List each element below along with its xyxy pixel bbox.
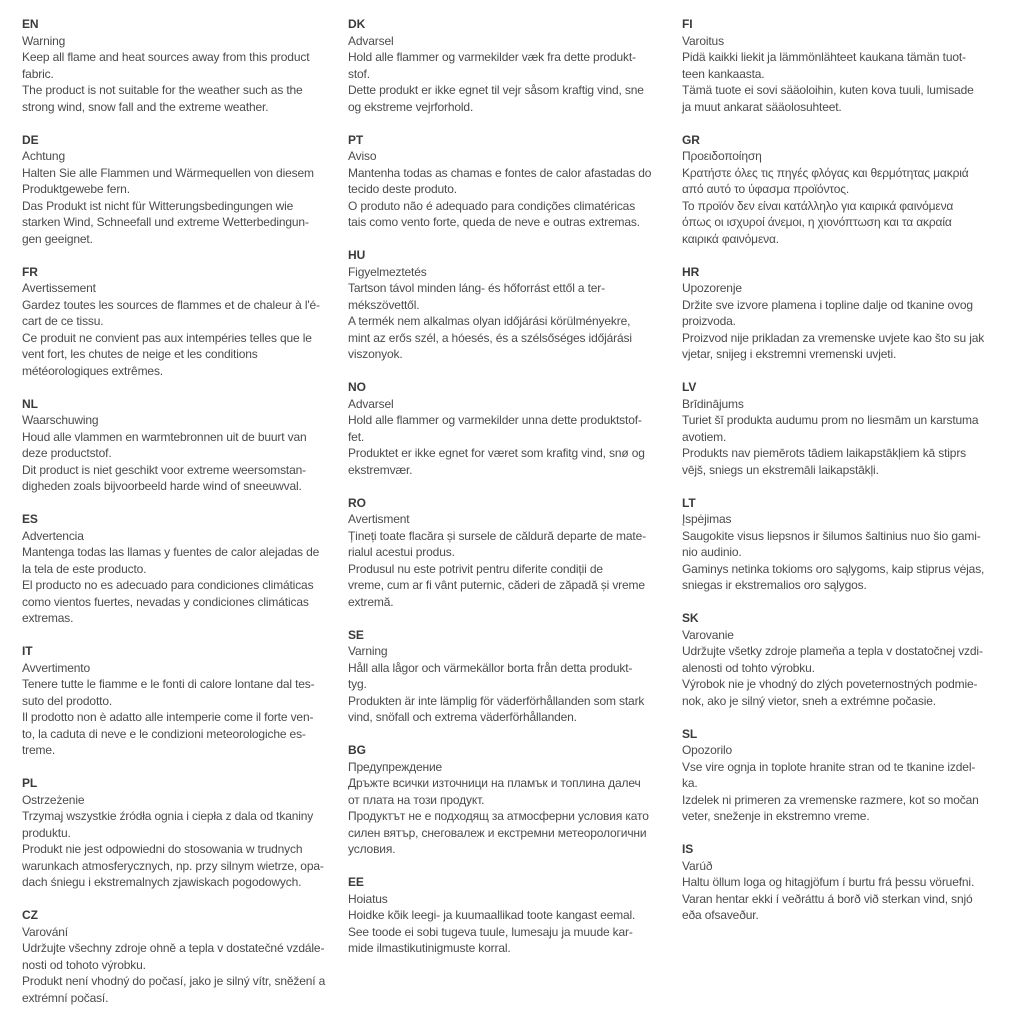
warning-text-line: Mantenga todas las llamas y fuentes de calor alejadas de [22, 545, 320, 559]
warning-text-line: Produkt není vhodný do počasí, jako je silný vítr, sněžení a [22, 974, 326, 988]
warning-title: Figyelmeztetés [348, 264, 427, 279]
warning-title: Aviso [348, 149, 377, 163]
warning-title: Προειδοποίηση [682, 149, 762, 163]
language-code: CZ [22, 908, 38, 922]
language-block-lt [682, 495, 984, 594]
language-block-lv [682, 379, 984, 478]
warning-title: Advarsel [348, 396, 394, 411]
warning-text-line: vējš, sniegs un ekstremāli laikapstākļi. [682, 462, 879, 477]
warning-title: Avertissement [22, 281, 96, 295]
warning-title: Įspėjimas [682, 512, 732, 526]
warning-text-line: mint az erős szél, a hóesés, és a szélsőséges időjárási [348, 330, 632, 345]
warning-text-line: Gaminys netinka tokioms oro sąlygoms, kaip stiprus vėjas, [682, 561, 985, 576]
warning-text-line: Udržujte všechny zdroje ohně a tepla v dostatečné vzdále- [22, 941, 325, 955]
warning-title: Varning [348, 644, 388, 658]
warning-text-line: Držite sve izvore plamena i topline dalje od tkanine ovog [682, 297, 973, 312]
warning-text-line: nosti od tohoto výrobku. [22, 957, 146, 972]
warning-title: Varovanie [682, 627, 734, 642]
language-block-cz [22, 907, 325, 1006]
warning-text-line: deze productstof. [22, 446, 112, 460]
warning-title: Brīdinājums [682, 396, 744, 411]
warning-text-line: от плата на този продукт. [348, 792, 485, 807]
column-2 [348, 16, 651, 973]
warning-title: Varúð [682, 858, 713, 873]
warning-text-line: vjetar, snijeg i ekstremni vremenski uvjeti. [682, 347, 897, 361]
warning-text-line: tyg. [348, 677, 367, 691]
warning-text-line: eða ofsaveður. [682, 908, 759, 922]
warning-text-line: Haltu öllum loga og hitagjöfum í burtu frá þessu vöruefni. [682, 875, 975, 889]
warning-text-line: fabric. [22, 66, 54, 81]
warning-text-line: tais como vento forte, queda de neve e outras extremas. [348, 215, 640, 229]
warning-text-line: rialul acestui produs. [348, 545, 455, 559]
warning-text-line: starken Wind, Schneefall und extreme Wetterbedingun- [22, 215, 309, 229]
warning-text-line: ja muut ankarat sääolosuhteet. [682, 99, 842, 114]
language-block-hr [682, 264, 984, 363]
warning-text-line: όπως οι ισχυροί άνεμοι, η χιονόπτωση και τα ακραία [682, 215, 952, 229]
warning-text-line: Izdelek ni primeren za vremenske razmere, kot so močan [682, 792, 979, 807]
warning-text-line: extrémní počasí. [22, 990, 109, 1005]
warning-text-line: treme. [22, 743, 56, 757]
warning-text-line: mékszövettől. [348, 297, 420, 312]
warning-text-line: proizvoda. [682, 314, 736, 328]
warning-text-line: Дръжте всички източници на пламък и топлина далеч [348, 776, 641, 790]
warning-title: Advarsel [348, 33, 394, 48]
warning-text-line: strong wind, snow fall and the extreme weather. [22, 99, 269, 114]
language-block-is [682, 841, 984, 924]
warning-text-line: ka. [682, 776, 698, 790]
language-code: GR [682, 132, 700, 147]
warning-text-line: Vse vire ognja in toplote hranite stran od te tkanine izdel- [682, 759, 976, 774]
warning-text-line: Keep all flame and heat sources away from this product [22, 50, 310, 64]
warning-text-line: tecido deste produto. [348, 182, 457, 196]
column-1 [22, 16, 325, 1023]
warning-text-line: avotiem. [682, 429, 727, 444]
language-code: EE [348, 875, 364, 889]
warning-text-line: Продуктът не е подходящ за атмосферни условия като [348, 809, 649, 823]
warning-text-line: Produkts nav piemērots tādiem laikapstākļiem kā stiprs [682, 446, 967, 460]
warning-text-line: extremă. [348, 594, 394, 609]
warning-text-line: digheden zoals bijvoorbeeld harde wind of sneeuwval. [22, 479, 302, 493]
warning-title: Opozorilo [682, 743, 733, 757]
warning-title: Warning [22, 33, 66, 48]
warning-text-line: suto del prodotto. [22, 693, 113, 708]
warning-text-line: Hold alle flammer og varmekilder unna dette produktstof- [348, 413, 642, 427]
warning-text-line: Il prodotto non è adatto alle intemperie come il forte ven- [22, 710, 314, 724]
warning-text-line: dach śniegu i ekstremalnych zjawiskach pogodowych. [22, 875, 302, 889]
warning-text-line: See toode ei sobi tugeva tuule, lumesaju ja muude kar- [348, 924, 633, 939]
warning-text-line: Produkten är inte lämplig för väderförhållanden som stark [348, 693, 645, 708]
warning-text-line: Gardez toutes les sources de flammes et de chaleur à l'é- [22, 297, 320, 312]
warning-title: Varování [22, 924, 68, 939]
warning-text-line: Saugokite visus liepsnos ir šilumos šaltinius nuo šio gami- [682, 528, 981, 543]
warning-text-line: Tartson távol minden láng- és hőforrást ettől a ter- [348, 281, 605, 295]
language-block-fi [682, 16, 984, 115]
language-code: SE [348, 627, 364, 642]
warning-text-line: vent fort, les chutes de neige et les conditions [22, 347, 258, 361]
warning-text-line: The product is not suitable for the weather such as the [22, 83, 303, 97]
warning-title: Advertencia [22, 528, 84, 543]
warning-text-line: warunkach atmosferycznych, np. przy silnym wietrze, opa- [22, 858, 324, 873]
language-code: HU [348, 248, 366, 262]
language-block-hu [348, 247, 651, 363]
language-code: DE [22, 132, 39, 147]
language-code: ES [22, 512, 38, 526]
language-block-pl [22, 775, 325, 891]
language-code: DK [348, 17, 366, 31]
warning-text-line: Produsul nu este potrivit pentru diferite condiții de [348, 561, 603, 576]
warning-text-line: vreme, cum ar fi vânt puternic, căderi de zăpadă și vreme [348, 578, 645, 592]
language-block-dk [348, 16, 651, 115]
warning-text-line: cart de ce tissu. [22, 314, 104, 328]
warning-title: Achtung [22, 149, 65, 163]
warning-text-line: O produto não é adequado para condições climatéricas [348, 198, 636, 213]
warning-text-line: nio audinio. [682, 545, 742, 559]
warning-text-line: Houd alle vlammen en warmtebronnen uit de buurt van [22, 429, 307, 444]
language-code: HR [682, 264, 700, 279]
warning-text-line: to, la caduta di neve e le condizioni meteorologiche es- [22, 726, 306, 741]
warning-text-line: Výrobok nie je vhodný do zlých poveternostných podmie- [682, 677, 978, 691]
warning-title: Upozorenje [682, 281, 742, 295]
warning-text-line: Håll alla lågor och värmekällor borta från detta produkt- [348, 660, 633, 675]
warning-title: Waarschuwing [22, 413, 99, 427]
warning-text-line: vind, snöfall och extrema väderförhållanden. [348, 710, 577, 724]
language-block-fr [22, 264, 325, 380]
warning-text-line: Το προϊόν δεν είναι κατάλληλο για καιρικά φαινόμενα [682, 198, 954, 213]
language-block-de [22, 132, 325, 248]
warning-text-line: από αυτό το ύφασμα προϊόντος. [682, 182, 850, 196]
warning-text-line: teen kankaasta. [682, 66, 765, 81]
warning-title: Avertisment [348, 512, 410, 526]
warning-text-line: Halten Sie alle Flammen und Wärmequellen von diesem [22, 165, 314, 180]
language-block-pt [348, 132, 651, 231]
warning-text-line: nok, ako je silný vietor, sneh a extrémne počasie. [682, 693, 936, 708]
warning-text-line: Produktgewebe fern. [22, 182, 130, 196]
warning-title: Varoitus [682, 33, 724, 48]
warning-text-line: gen geeignet. [22, 231, 93, 246]
warning-text-line: fet. [348, 429, 365, 444]
warning-text-line: veter, sneženje in ekstremno vreme. [682, 809, 870, 823]
warning-text-line: Mantenha todas as chamas e fontes de calor afastadas do [348, 165, 652, 180]
warning-text-line: météorologiques extrêmes. [22, 363, 163, 378]
warning-text-line: la tela de este producto. [22, 561, 147, 576]
warning-text-line: Hoidke kõik leegi- ja kuumaallikad toote kangast eemal. [348, 908, 636, 922]
language-code: PL [22, 776, 38, 790]
warning-text-line: mide ilmastikutinigmuste korral. [348, 941, 511, 955]
language-block-es [22, 511, 325, 627]
column-3 [682, 16, 984, 940]
language-block-sk [682, 610, 984, 709]
warning-text-line: Turiet šī produkta audumu prom no liesmām un karstuma [682, 413, 979, 427]
warning-title: Предупреждение [348, 759, 443, 774]
warning-text-line: stof. [348, 66, 370, 81]
warning-text-line: El producto no es adecuado para condiciones climáticas [22, 578, 314, 592]
warning-text-line: условия. [348, 842, 396, 856]
language-code: FI [682, 17, 693, 31]
language-code: PT [348, 132, 364, 147]
warning-text-line: Proizvod nije prikladan za vremenske uvjete kao što su jak [682, 330, 985, 345]
warning-text-line: Ce produit ne convient pas aux intempéries telles que le [22, 330, 312, 345]
language-code: SK [682, 611, 699, 625]
warning-text-line: Hold alle flammer og varmekilder væk fra dette produkt- [348, 50, 636, 64]
language-block-gr [682, 132, 984, 248]
warning-title: Ostrzeżenie [22, 792, 85, 807]
language-block-en [22, 16, 325, 115]
warning-text-line: Dit product is niet geschikt voor extreme weersomstan- [22, 462, 307, 477]
warning-text-line: A termék nem alkalmas olyan időjárási körülményekre, [348, 314, 631, 328]
warning-title: Hoiatus [348, 891, 388, 906]
language-block-ro [348, 495, 651, 611]
warning-text-line: Das Produkt ist nicht für Witterungsbedingungen wie [22, 198, 294, 213]
warning-text-line: Pidä kaikki liekit ja lämmönlähteet kaukana tämän tuot- [682, 50, 966, 64]
warning-text-line: Produktet er ikke egnet for været som krafitg vind, snø og [348, 446, 645, 460]
warning-text-line: Dette produkt er ikke egnet til vejr såsom kraftig vind, sne [348, 83, 644, 97]
language-block-se [348, 627, 651, 726]
language-block-nl [22, 396, 325, 495]
warning-text-line: καιρικά φαινόμενα. [682, 231, 779, 246]
language-code: LT [682, 495, 696, 510]
language-code: RO [348, 495, 366, 510]
language-code: BG [348, 743, 366, 757]
warning-text-line: viszonyok. [348, 347, 403, 361]
language-code: IS [682, 842, 694, 856]
language-block-sl [682, 726, 984, 825]
warning-text-line: Tenere tutte le fiamme e le fonti di calore lontane dal tes- [22, 677, 315, 691]
warning-text-line: Tämä tuote ei sovi sääoloihin, kuten kova tuuli, lumisade [682, 83, 974, 97]
warning-text-line: Produkt nie jest odpowiedni do stosowania w trudnych [22, 842, 303, 856]
language-code: NO [348, 380, 366, 394]
warning-text-line: силен вятър, снеговалеж и екстремни метеорологични [348, 825, 647, 840]
language-block-ee [348, 874, 651, 957]
warning-text-line: ekstremvær. [348, 462, 413, 477]
language-code: SL [682, 726, 698, 741]
warning-text-line: como vientos fuertes, nevadas y condiciones climáticas [22, 594, 309, 609]
warning-text-line: Κρατήστε όλες τις πηγές φλόγας και θερμότητας μακριά [682, 165, 969, 180]
warning-text-line: Varan hentar ekki í veðráttu á borð við sterkan vind, snjó [682, 891, 973, 906]
language-code: FR [22, 264, 38, 279]
language-block-bg [348, 742, 651, 858]
warning-text-line: Țineți toate flacăra și sursele de căldură departe de mate- [348, 528, 646, 543]
language-code: EN [22, 17, 39, 31]
language-code: NL [22, 396, 38, 411]
warning-text-line: sniegas ir ekstremalios oro sąlygos. [682, 578, 867, 592]
language-block-no [348, 379, 651, 478]
warning-text-line: extremas. [22, 611, 74, 625]
warning-text-line: produktu. [22, 825, 71, 840]
language-code: IT [22, 644, 33, 658]
warning-text-line: Trzymaj wszystkie źródła ognia i ciepła z dala od tkaniny [22, 809, 314, 823]
language-block-it [22, 643, 325, 759]
warning-text-line: alenosti od tohto výrobku. [682, 660, 815, 675]
warning-text-line: og ekstreme vejrforhold. [348, 99, 474, 114]
warning-title: Avvertimento [22, 660, 91, 675]
warning-text-line: Udržujte všetky zdroje plameňa a tepla v dostatočnej vzdi- [682, 644, 983, 658]
language-code: LV [682, 380, 697, 394]
